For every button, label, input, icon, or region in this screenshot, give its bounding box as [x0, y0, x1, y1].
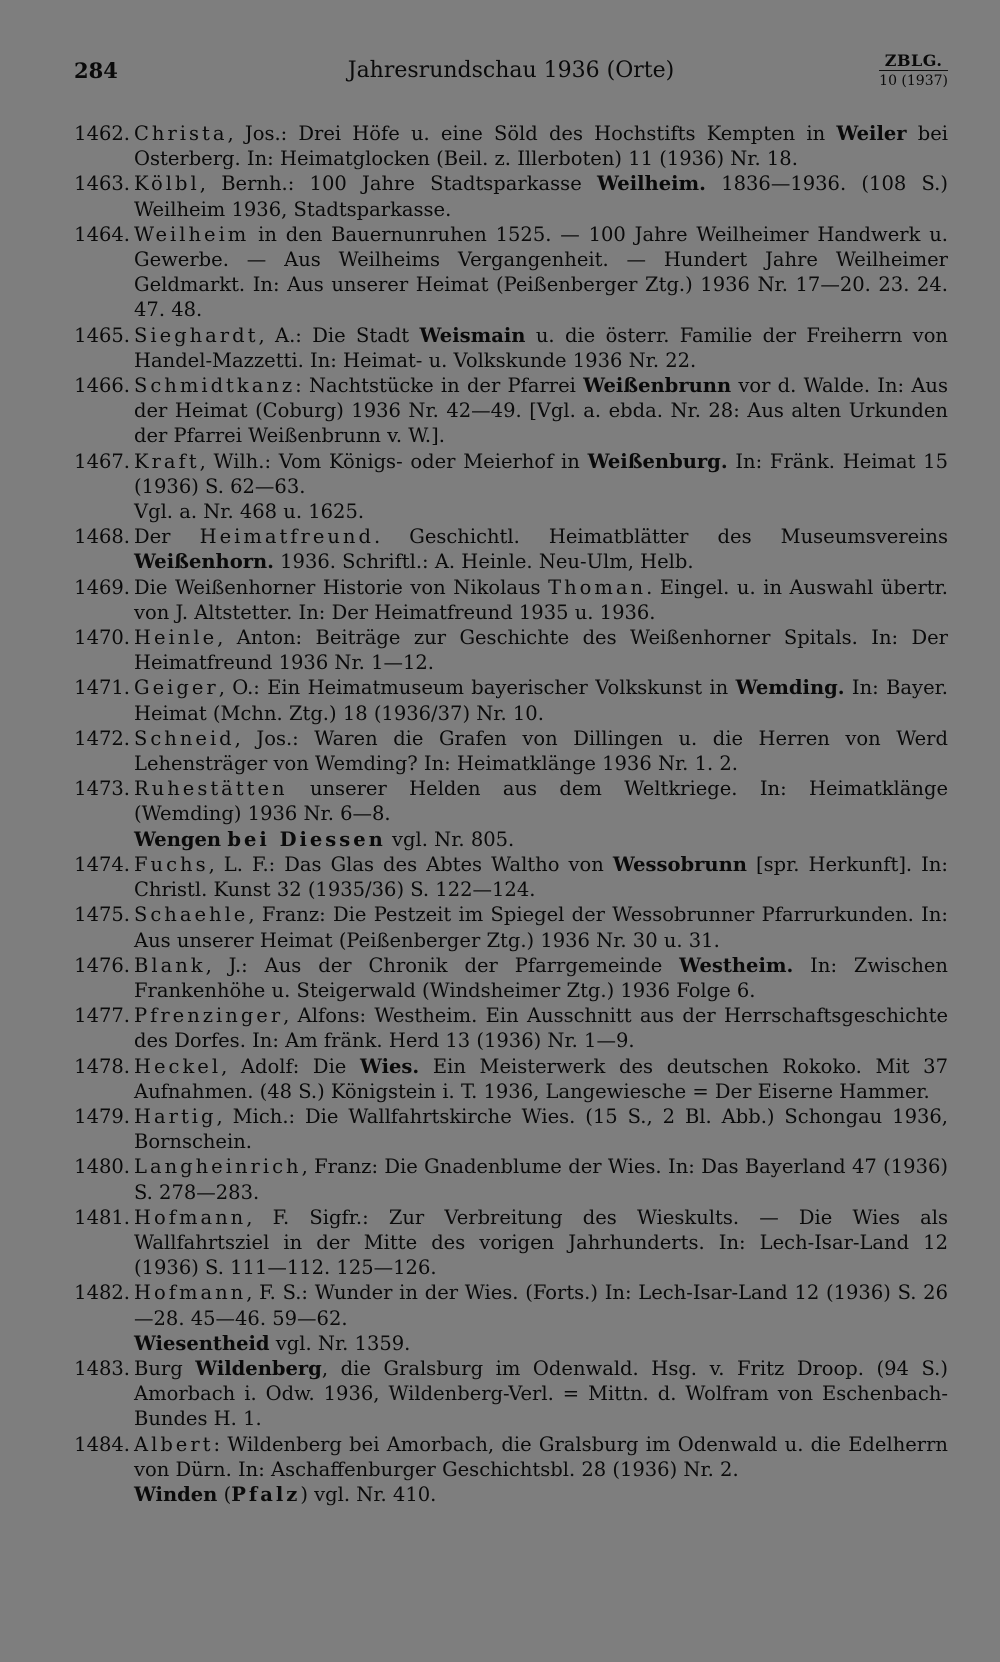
- text-run: , Mich.: Die Wallfahrtskirche Wies. (15 S., 2 Bl. Abb.) Schongau 1936, Bornschein.: [134, 1104, 948, 1154]
- entry-number: 1483.: [74, 1356, 130, 1380]
- spaced-name: Heinle: [134, 626, 218, 650]
- entry-text: [134, 1280, 948, 1330]
- entry-number: 1479.: [74, 1104, 130, 1128]
- entry-number: 1482.: [74, 1281, 130, 1305]
- text-run: Vgl. a. Nr. 468 u. 1625.: [134, 500, 365, 524]
- text-run: bei Osterberg. In: Heimatglocken (Beil. z. Illerboten) 11 (1936) Nr. 18.: [134, 122, 948, 171]
- place-name: Westheim.: [679, 953, 794, 977]
- entry-text: [134, 776, 948, 826]
- entry-number: 1470.: [74, 626, 130, 650]
- entry-number: 1474.: [74, 852, 130, 876]
- entry-text: [134, 222, 948, 323]
- place-name: Wessobrunn: [612, 852, 747, 876]
- place-name: Winden: [134, 1482, 218, 1506]
- text-run: In: Zwischen Frankenhöhe u. Steigerwald (Windsheimer Ztg.) 1936 Folge 6.: [134, 953, 948, 1002]
- spaced-name: Ruhestätten: [134, 777, 288, 801]
- entry-text: [134, 1154, 948, 1204]
- text-run: , Franz: Die Gnadenblume der Wies. In: Das Bayerland 47 (1936) S. 278—283.: [134, 1155, 948, 1204]
- text-run: , Bernh.: 100 Jahre Stadtsparkasse: [199, 172, 597, 196]
- entry-text: [134, 726, 948, 776]
- entry-number: 1462.: [74, 122, 130, 145]
- bibliography-entry: [72, 1003, 948, 1053]
- spaced-name: Heimatfreund: [199, 525, 374, 549]
- bibliography-list: [72, 121, 948, 1507]
- spaced-name: Hofmann: [134, 1205, 247, 1229]
- running-title: Jahresrundschau 1936 (Orte): [347, 58, 675, 83]
- text-run: . Eingel. u. in Auswahl übertr. von J. Altstetter. In: Der Heimatfreund 1935 u. 1936.: [134, 575, 948, 624]
- spaced-name: Kölbl: [134, 172, 200, 196]
- text-run: , Jos.: Waren die Grafen von Dillingen u. die Herren von Werd Lehensträger von Wemding? In: Heimatklänge 1936 Nr. 1. 2.: [134, 726, 948, 776]
- bibliography-entry: [72, 524, 948, 574]
- entry-text: [134, 575, 948, 625]
- spaced-name: Pfrenzinger: [134, 1004, 284, 1028]
- entry-text: [134, 953, 948, 1003]
- journal-volume: 10 (1937): [879, 70, 948, 90]
- text-run: , O.: Ein Heimatmuseum bayerischer Volkskunst in: [218, 676, 736, 700]
- entry-text: [134, 1356, 948, 1432]
- bibliography-entry: [72, 121, 948, 171]
- spaced-name: Weilheim: [134, 222, 250, 246]
- text-run: . Geschichtl. Heimatblätter des Museumsvereins: [373, 525, 948, 549]
- spaced-name: Schneid: [134, 726, 235, 750]
- bibliography-entry: [72, 222, 948, 323]
- entry-text: [134, 625, 948, 675]
- text-run: Der: [134, 525, 200, 549]
- spaced-name: Hartig: [134, 1104, 217, 1128]
- text-run: , J.: Aus der Chronik der Pfarrgemeinde: [205, 953, 680, 977]
- entry-text: [134, 1205, 948, 1281]
- text-run: in den Bauernunruhen 1525. — 100 Jahre Weilheimer Handwerk u. Gewerbe. — Aus Weilheims Vergangenheit. — Hundert Jahre Weilheimer Geldmarkt. In: Aus unserer Heimat (Peißenberger Ztg.) 1936 Nr. 17—20. 23. 24. 47. 48.: [134, 222, 948, 322]
- cross-reference: [72, 1482, 948, 1507]
- entry-number: 1477.: [74, 1004, 130, 1028]
- entry-text: [134, 1432, 948, 1482]
- text-run: vor d. Walde. In: Aus der Heimat (Coburg) 1936 Nr. 42—49. [Vgl. a. ebda. Nr. 28: Aus alten Urkunden der Pfarrei Weißenbrunn v. W.].: [134, 374, 948, 448]
- spaced-name: Blank: [134, 953, 206, 977]
- entry-number: 1469.: [74, 575, 130, 599]
- spaced-name: Pfalz: [231, 1482, 301, 1506]
- text-run: 1936. Schriftl.: A. Heinle. Neu-Ulm, Helb.: [273, 550, 694, 574]
- text-run: In: Bayer. Heimat (Mchn. Ztg.) 18 (1936/37) Nr. 10.: [134, 676, 948, 725]
- entry-text: [134, 852, 948, 902]
- entry-number: 1471.: [74, 676, 130, 700]
- entry-number: 1466.: [74, 374, 130, 398]
- bibliography-entry: [72, 1432, 948, 1482]
- bibliography-entry: [72, 1104, 948, 1154]
- place-name: Weißenhorn.: [134, 550, 274, 574]
- bibliography-entry: [72, 1356, 948, 1432]
- entry-number: 1484.: [74, 1432, 130, 1456]
- bibliography-entry: [72, 852, 948, 902]
- text-run: unserer Helden aus dem Weltkriege. In: Heimatklänge (Wemding) 1936 Nr. 6—8.: [134, 777, 948, 826]
- spaced-name: bei Diessen: [227, 827, 386, 851]
- cross-reference: [72, 1331, 948, 1356]
- bibliography-entry: [72, 1054, 948, 1104]
- bibliography-entry: [72, 1154, 948, 1204]
- journal-abbreviation: ZBLG.: [884, 51, 943, 70]
- bibliography-entry: [72, 575, 948, 625]
- bibliography-entry: [72, 726, 948, 776]
- entry-text: [134, 675, 948, 725]
- text-run: , die Gralsburg im Odenwald. Hsg. v. Fritz Droop. (94 S.) Amorbach i. Odw. 1936, Wildenberg-Verl. = Mittn. d. Wolfram von Eschenbach-Bundes H. 1.: [134, 1356, 948, 1431]
- entry-text: [134, 1054, 948, 1104]
- place-name: Weißenbrunn: [583, 374, 732, 398]
- entry-number: 1465.: [74, 323, 130, 347]
- page-header: [74, 52, 948, 102]
- text-run: , A.: Die Stadt: [258, 323, 420, 347]
- page-number: 284: [74, 58, 118, 83]
- bibliography-entry: [72, 675, 948, 725]
- text-run: , Alfons: Westheim. Ein Ausschnitt aus der Herrschaftsgeschichte des Dorfes. In: Am fränk. Herd 13 (1936) Nr. 1—9.: [134, 1004, 948, 1053]
- entry-text: [134, 323, 948, 373]
- text-run: , F. Sigfr.: Zur Verbreitung des Wieskults. — Die Wies als Wallfahrtsziel in der Mitte des vorigen Jahrhunderts. In: Lech-Isar-Land 12 (1936) S. 111—112. 125—126.: [134, 1205, 948, 1280]
- bibliography-entry: [72, 776, 948, 826]
- journal-reference: [879, 52, 948, 90]
- spaced-name: Hofmann: [134, 1281, 247, 1305]
- place-name: Weißenburg.: [587, 449, 728, 473]
- spaced-name: Christa: [134, 122, 228, 145]
- entry-text: [134, 524, 948, 574]
- entry-number: 1463.: [74, 172, 130, 196]
- spaced-name: Heckel: [134, 1054, 222, 1078]
- entry-number: 1481.: [74, 1205, 130, 1229]
- place-name: Wemding.: [735, 676, 845, 700]
- text-run: In: Fränk. Heimat 15 (1936) S. 62—63.: [134, 449, 948, 498]
- spaced-name: Langheinrich: [134, 1155, 302, 1179]
- entry-text: [134, 449, 948, 499]
- cross-reference: [72, 499, 948, 524]
- bibliography-entry: [72, 625, 948, 675]
- entry-text: [134, 171, 948, 221]
- text-run: : Nachtstücke in der Pfarrei: [295, 374, 584, 398]
- entry-number: 1478.: [74, 1054, 130, 1078]
- bibliography-entry: [72, 1280, 948, 1330]
- entry-number: 1467.: [74, 449, 130, 473]
- text-run: Burg: [134, 1356, 196, 1380]
- text-run: u. die österr. Familie der Freiherrn von Handel-Mazzetti. In: Heimat- u. Volkskunde 1936 Nr. 22.: [134, 323, 948, 372]
- text-run: vgl. Nr. 805.: [385, 827, 515, 851]
- text-run: 1836—1936. (108 S.) Weilheim 1936, Stadtsparkasse.: [134, 172, 948, 221]
- spaced-name: Kraft: [134, 449, 200, 473]
- bibliography-entry: [72, 1205, 948, 1281]
- place-name: Weiler: [836, 122, 907, 145]
- text-run: [spr. Herkunft]. In: Christl. Kunst 32 (1935/36) S. 122—124.: [134, 852, 948, 902]
- bibliography-entry: [72, 171, 948, 221]
- bibliography-entry: [72, 902, 948, 952]
- place-name: Wildenberg: [195, 1356, 322, 1380]
- entry-text: [134, 121, 948, 171]
- spaced-name: Fuchs: [134, 852, 209, 876]
- bibliography-entry: [72, 323, 948, 373]
- entry-number: 1473.: [74, 777, 130, 801]
- spaced-name: Albert: [134, 1432, 214, 1456]
- entry-number: 1468.: [74, 525, 130, 549]
- text-run: (: [217, 1482, 232, 1506]
- entry-number: 1464.: [74, 222, 130, 246]
- text-run: , Wilh.: Vom Königs- oder Meierhof in: [199, 449, 588, 473]
- place-name: Weismain: [419, 323, 526, 347]
- text-run: , F. S.: Wunder in der Wies. (Forts.) In: Lech-Isar-Land 12 (1936) S. 26—28. 45—46. 59—62.: [134, 1281, 948, 1330]
- place-name: Wies.: [360, 1054, 420, 1078]
- text-run: , Adolf: Die: [221, 1054, 361, 1078]
- entry-number: 1476.: [74, 953, 130, 977]
- entry-text: [134, 902, 948, 952]
- text-run: : Wildenberg bei Amorbach, die Gralsburg im Odenwald u. die Edelherrn von Dürn. In: Aschaffenburger Geschichtsbl. 28 (1936) Nr. 2.: [134, 1432, 948, 1481]
- text-run: , Anton: Beiträge zur Geschichte des Weißenhorner Spitals. In: Der Heimatfreund 1936 Nr. 1—12.: [134, 626, 948, 675]
- entry-number: 1472.: [74, 726, 130, 750]
- spaced-name: Sieghardt: [134, 323, 259, 347]
- place-name: Wiesentheid: [134, 1331, 270, 1355]
- text-run: Ein Meisterwerk des deutschen Rokoko. Mit 37 Aufnahmen. (48 S.) Königstein i. T. 1936, Langewiesche = Der Eiserne Hammer.: [134, 1054, 948, 1103]
- text-run: Die Weißenhorner Historie von Nikolaus: [134, 575, 549, 599]
- entry-text: [134, 373, 948, 449]
- spaced-name: Geiger: [134, 676, 219, 700]
- text-run: ) vgl. Nr. 410.: [300, 1482, 437, 1506]
- entry-text: [134, 1003, 948, 1053]
- text-run: , Jos.: Drei Höfe u. eine Söld des Hochstifts Kempten in: [227, 122, 837, 145]
- bibliography-entry: [72, 373, 948, 449]
- place-name: Wengen: [134, 827, 222, 851]
- text-run: , Franz: Die Pestzeit im Spiegel der Wessobrunner Pfarrurkunden. In: Aus unserer Heimat (Peißenberger Ztg.) 1936 Nr. 30 u. 31.: [134, 903, 948, 952]
- text-run: vgl. Nr. 1359.: [269, 1331, 411, 1355]
- spaced-name: Thoman: [548, 575, 647, 599]
- entry-text: [134, 1104, 948, 1154]
- text-run: , L. F.: Das Glas des Abtes Waltho von: [208, 852, 613, 876]
- bibliography-entry: [72, 953, 948, 1003]
- place-name: Weilheim.: [597, 172, 706, 196]
- entry-number: 1475.: [74, 903, 130, 927]
- spaced-name: Schaehle: [134, 903, 249, 927]
- cross-reference: [72, 827, 948, 852]
- entry-number: 1480.: [74, 1155, 130, 1179]
- bibliography-entry: [72, 449, 948, 499]
- spaced-name: Schmidtkanz: [134, 374, 296, 398]
